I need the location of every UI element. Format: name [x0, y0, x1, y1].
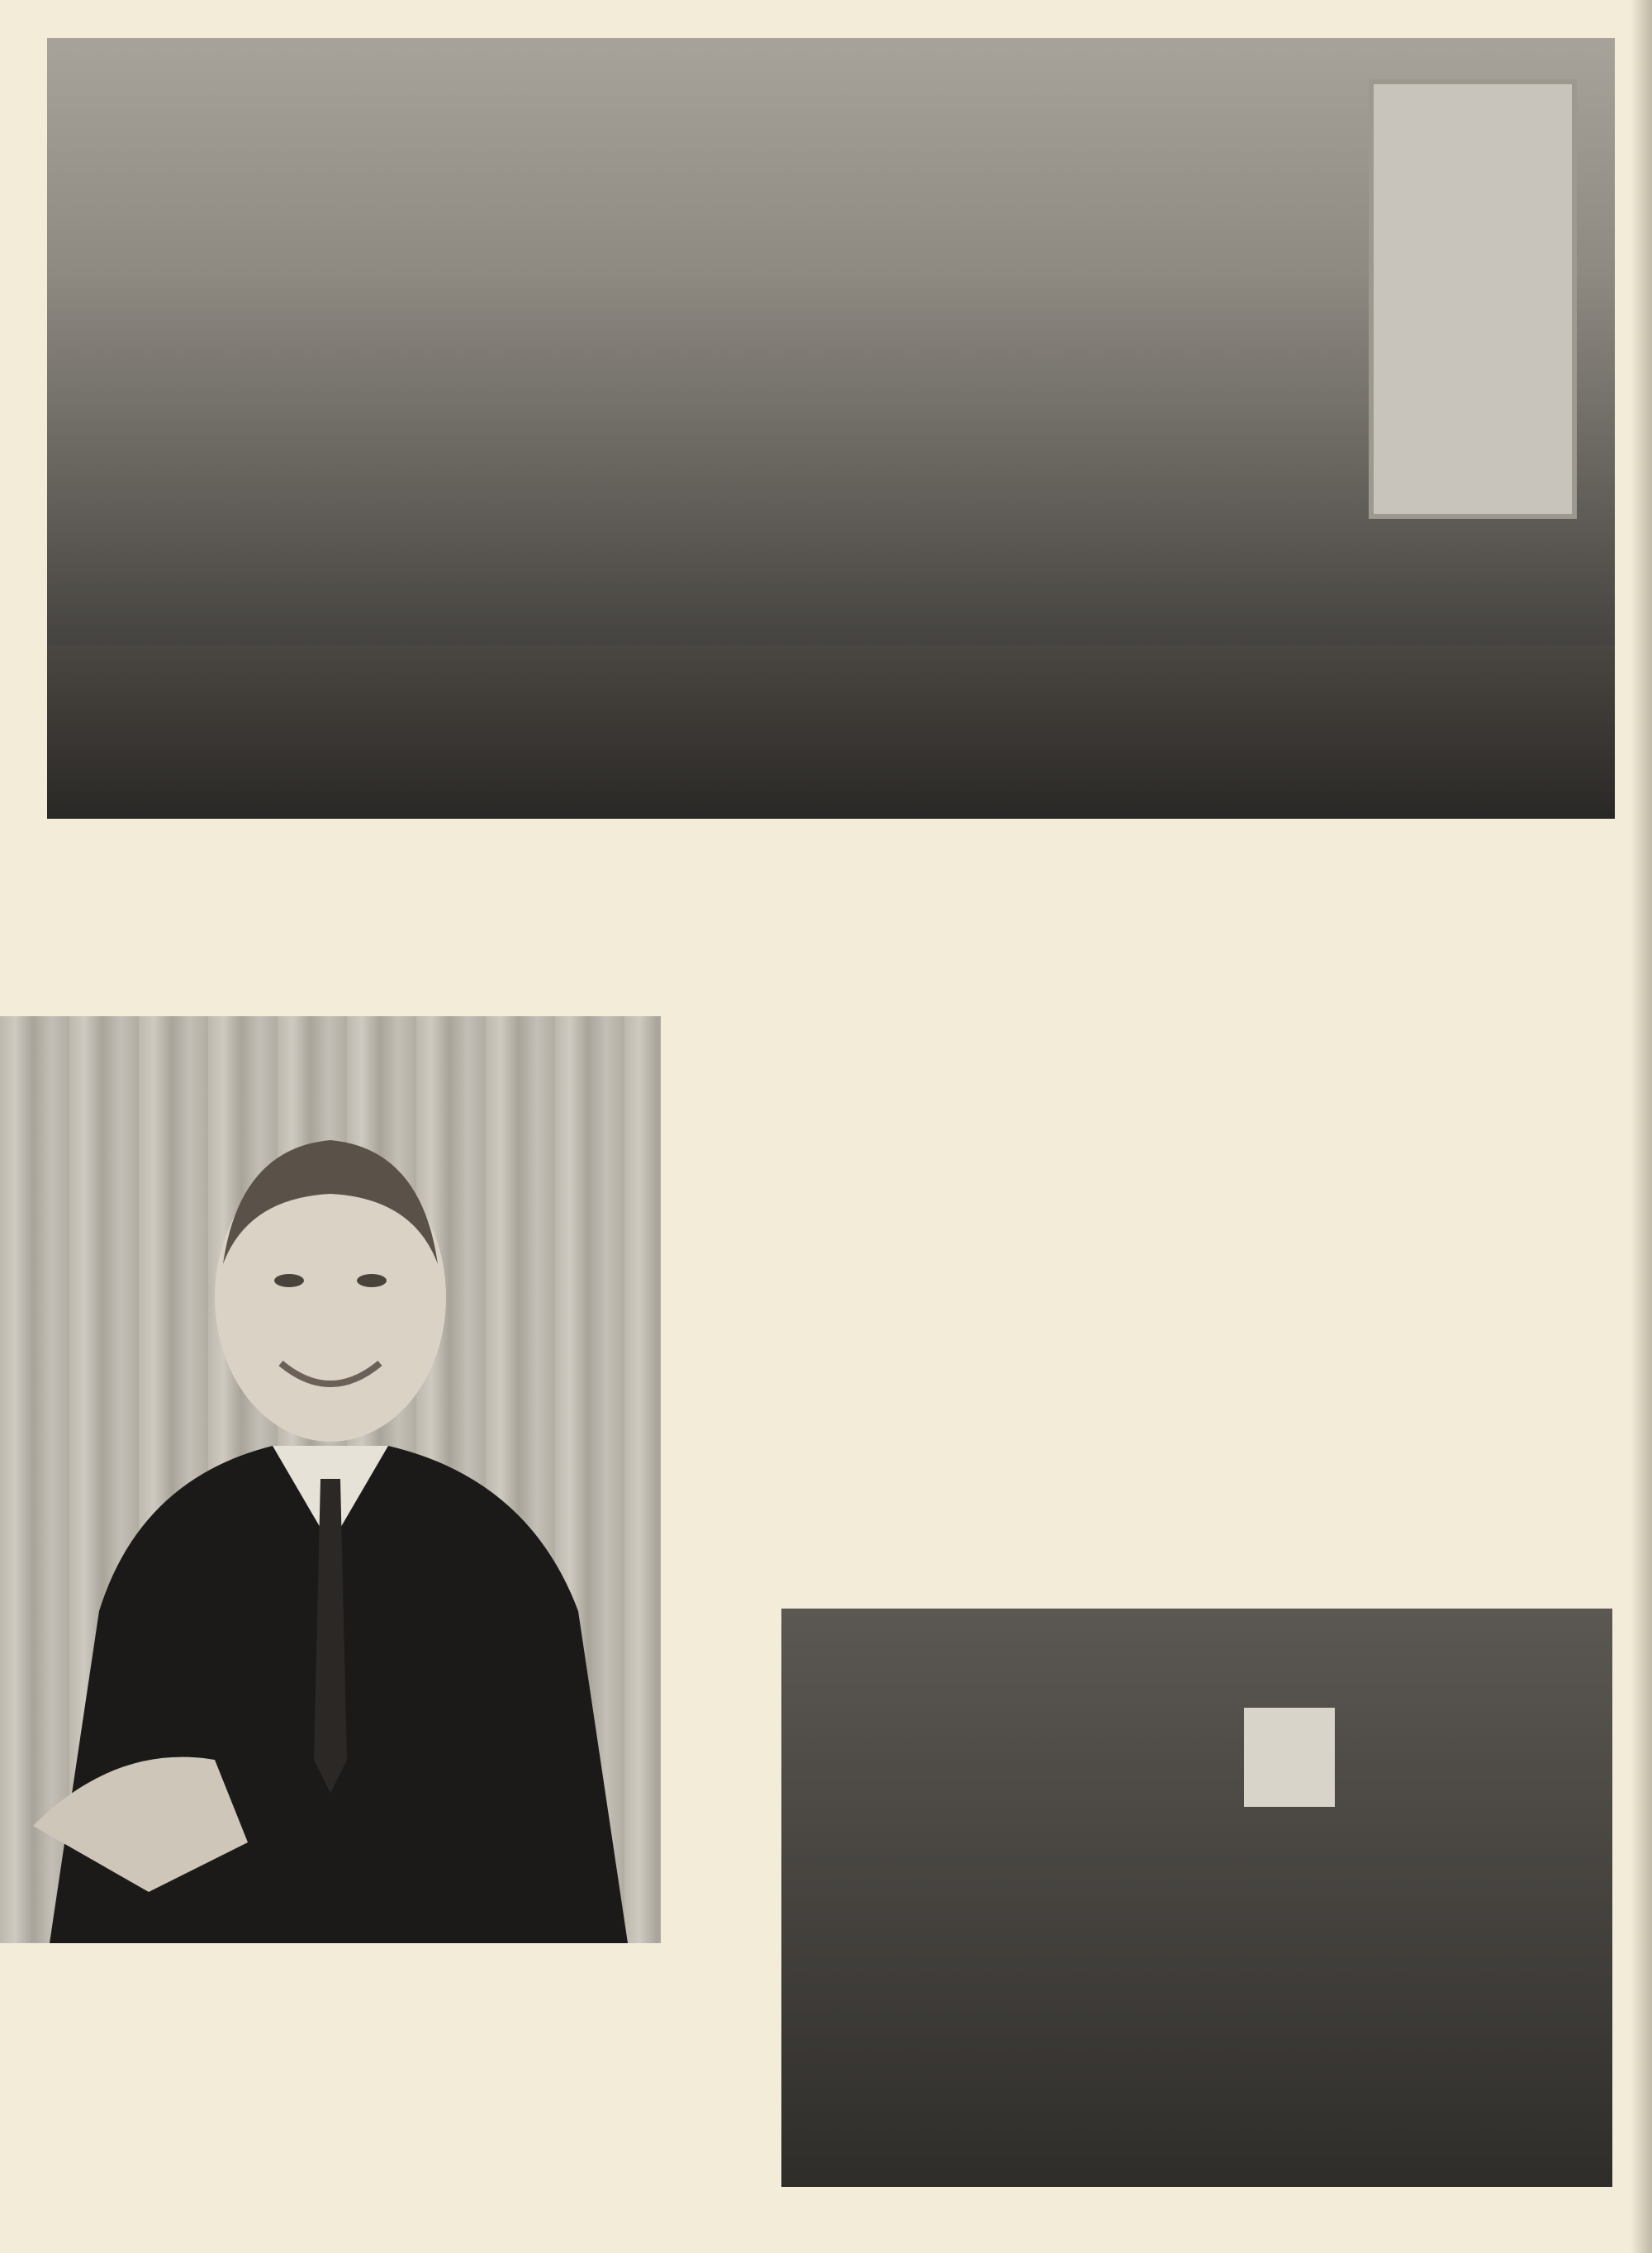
officers-photo [781, 1609, 1612, 2187]
president-portrait-photo [0, 1016, 661, 1943]
group-photo [47, 38, 1615, 819]
portrait-figure [0, 1016, 661, 1943]
background-door [1369, 79, 1577, 519]
page-edge-shadow [1631, 0, 1652, 2253]
floor [47, 645, 1615, 819]
wall-sign [1244, 1708, 1335, 1807]
